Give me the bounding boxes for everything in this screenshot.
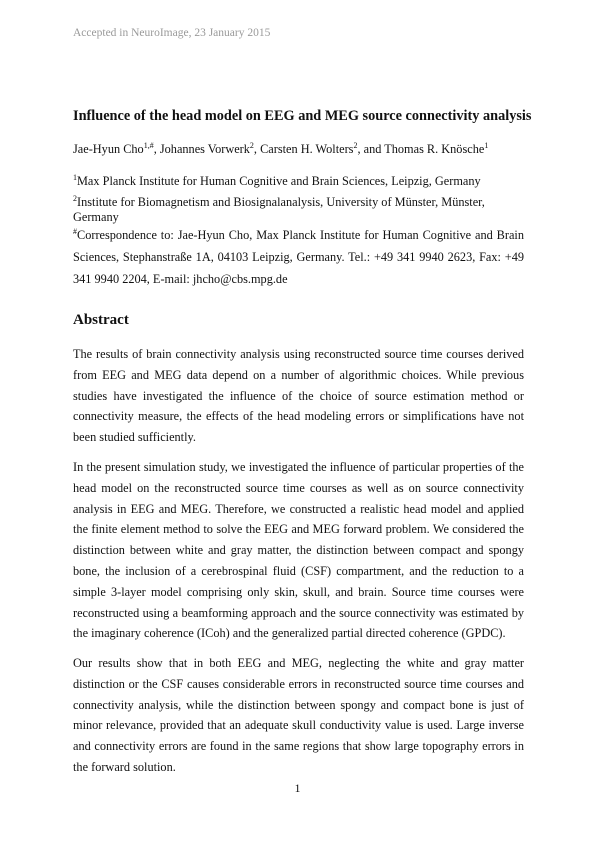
correspondence-note: [73, 224, 524, 290]
author-name: Jae-Hyun Cho: [73, 142, 144, 156]
abstract-paragraph: The results of brain connectivity analysis using reconstructed source time courses derived from EEG and MEG data depend on a number of algorithmic choices. While previous studies have investigated the influence of the choice of source estimation method or connectivity measure, the effects of the head modeling errors or simplifications have not been studied sufficiently.: [73, 347, 524, 445]
affiliation-text: Max Planck Institute for Human Cognitive and Brain Sciences, Leipzig, Germany: [77, 174, 481, 188]
author-affiliation-mark: 2: [353, 141, 358, 150]
correspondence-mark: #: [73, 227, 77, 236]
author-affiliation-mark: 1: [484, 141, 489, 150]
affiliation-text: Institute for Biomagnetism and Biosignalanalysis, University of Münster, Münster, Germany: [73, 195, 485, 224]
author-name: Thomas R. Knösche: [384, 142, 485, 156]
abstract-paragraph: In the present simulation study, we investigated the influence of particular properties of the head model on the reconstructed source time courses as well as on source connectivity analysis in EEG and MEG. Therefore, we constructed a realistic head model and applied the finite element method to solve the EEG and MEG forward problem. We considered the distinction between white and gray matter, the distinction between compact and spongy bone, the inclusion of a cerebrospinal fluid (CSF) compartment, and the reduction to a simple 3-layer model comprising only skin, skull, and brain. Source time courses were reconstructed using a beamforming approach and the source connectivity was estimated by the imaginary coherence (ICoh) and the generalized partial directed coherence (GPDC).: [73, 460, 524, 641]
author-affiliation-mark: 2: [249, 141, 254, 150]
author-separator: ,: [253, 142, 261, 156]
paper-title: Influence of the head model on EEG and MEG source connectivity analysis: [73, 108, 532, 124]
author-separator: ,: [153, 142, 160, 156]
author-separator: , and: [357, 142, 385, 156]
author-list: [73, 142, 533, 157]
author-affiliation-mark: 1,#: [143, 141, 154, 150]
affiliation-1: [73, 174, 533, 189]
author-name: Johannes Vorwerk: [159, 142, 250, 156]
abstract-paragraph: Our results show that in both EEG and MEG, neglecting the white and gray matter distinction or the CSF causes considerable errors in reconstructed source time courses and connectivity analysis, while the distinction between spongy and compact bone is just of minor relevance, provided that an adequate skull conductivity value is used. Large inverse and connectivity errors are found in the same regions that show large topography errors in the forward solution.: [73, 656, 524, 774]
affiliation-mark: 1: [73, 173, 77, 182]
affiliation-mark: 2: [73, 194, 77, 203]
correspondence-text: Correspondence to: Jae-Hyun Cho, Max Planck Institute for Human Cognitive and Brain Sciences, Stephanstraße 1A, 04103 Leipzig, Germany. Tel.: +49 341 9940 2623, Fax: +49 341 9940 2204, E-mail: jhcho@cbs.mpg.de: [73, 228, 524, 286]
affiliation-2: [73, 195, 533, 225]
page-number: 1: [294, 781, 301, 795]
abstract-heading: Abstract: [73, 312, 129, 328]
author-name: Carsten H. Wolters: [260, 142, 354, 156]
journal-header: Accepted in NeuroImage, 23 January 2015: [73, 27, 271, 39]
